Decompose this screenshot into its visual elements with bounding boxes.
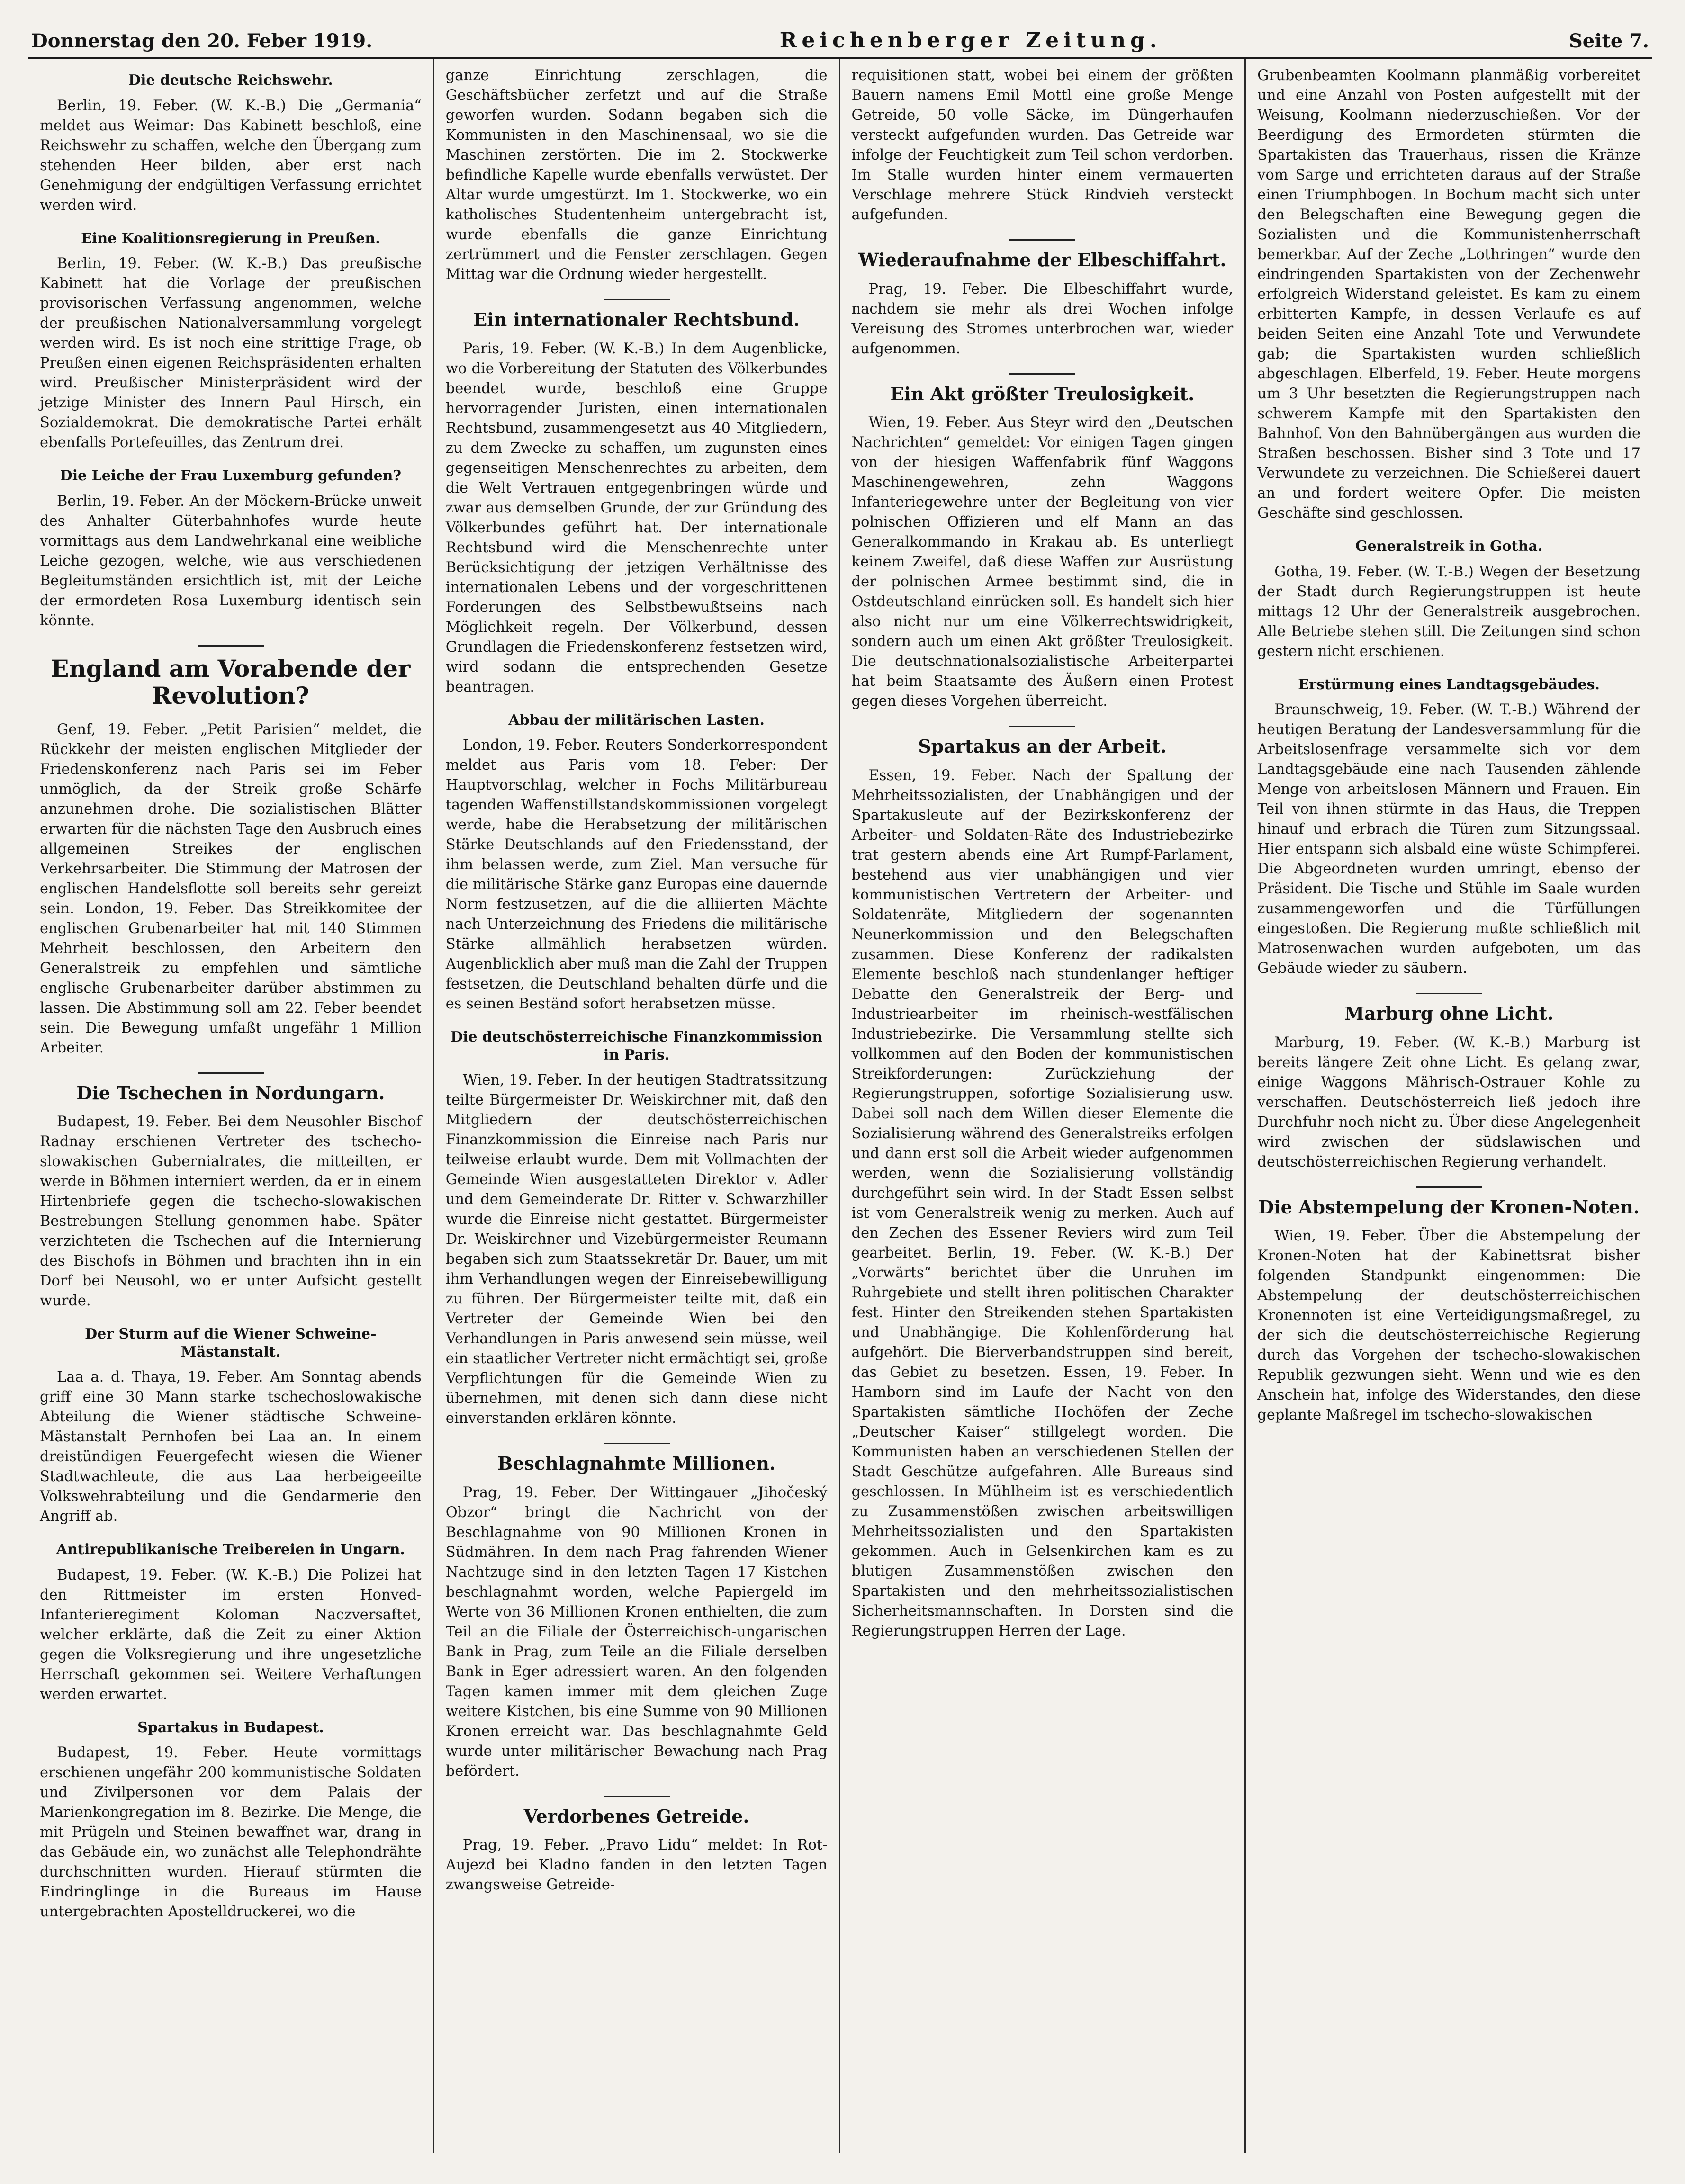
article-headline: Erstürmung eines Landtagsgebäudes. <box>1298 676 1600 693</box>
article-body: Essen, 19. Feber. Nach der Spaltung der Mehrheitssozialisten, der Unabhängigen und der Spartakusleute auf der Bezirkskonferenz der Arbeiter- und Soldaten-Räte des Industriebezirke trat gestern abends eine Art Rumpf-Parlament, bestehend aus vier unabhängigen und vier kommunistischen Vertretern der Arbeiter- und Soldatenräte, Mitgliedern der sogenannten Neunerkommission und den Belegschaften zusammen. Diese Konferenz der radikalsten Elemente beschloß nach stundenlanger heftiger Debatte den Generalstreik der Berg- und Industriearbeiter im rheinisch-westfälischen Industriebezirke. Die Versammlung stellte sich vollkommen auf den Boden der kommunistischen Streikforderungen: Zurückziehung der Regierungstruppen, sofortige Sozialisierung usw. Dabei soll nach dem Willen dieser Elemente die Sozialisierung während des Generalstreiks erfolgen und dann erst soll die Arbeit wieder aufgenommen werden, wenn die Sozialisierung vollständig durchgeführt sein wird. In der Stadt Essen selbst ist vom Generalstreik wenig zu merken. Auch auf den Zechen des Essener Reviers wird zum Teil gearbeitet. Berlin, 19. Feber. (W. K.-B.) Der „Vorwärts“ berichtet über die Unruhen im Ruhrgebiete und stellt ihren politischen Charakter fest. Hinter den Streikenden stehen Spartakisten und Unabhängige. Die Kohlenförderung hat aufgehört. Die Bierverbandstruppen sind bereit, das Gebiet zu besetzen. Essen, 19. Feber. In Hamborn sind im Laufe der Nacht von den Spartakisten sämtliche Hochöfen der Zeche „Deutscher Kaiser“ stillgelegt worden. Die Kommunisten haben an verschiedenen Stellen der Stadt Geschütze aufgefahren. Alle Bureaus sind geschlossen. In Mühlheim ist es verschiedentlich zu Zusammenstößen zwischen arbeitswilligen Mehrheitssozialisten und den Spartakisten gekommen. Auch in Gelsenkirchen kam es zu blutigen Zusammenstößen zwischen den Spartakisten und den mehrheitssozialistischen Sicherheitsmannschaften. In Dorsten sind die Regierungstruppen Herren der Lage. <box>851 767 1234 1639</box>
article-body: Braunschweig, 19. Feber. (W. T.-B.) Während der heutigen Beratung der Landesversammlung für die Arbeitslosenfrage versammelte sich vor dem Landtagsgebäude eine nach Tausenden zählende Menge von arbeitslosen Männern und Frauen. Ein Teil von ihnen stürmte in das Haus, die Treppen hinauf und erbrach die Türen zum Sitzungssaal. Hier entspann sich alsbald eine wüste Schimpferei. Die Abgeordneten wurden umringt, ebenso der Präsident. Die Tische und Stühle im Saale wurden zusammengeworfen und die Türfüllungen eingestoßen. Die Regierung mußte schließlich mit Matrosenwachen wurden aufgeboten, um das Gebäude wieder zu säubern. <box>1257 701 1640 977</box>
article-body: Berlin, 19. Feber. (W. K.-B.) Die „Germania“ meldet aus Weimar: Das Kabinett beschloß, eine Reichswehr zu schaffen, welche den Übergang zum stehenden Heer bilden, aber erst nach Genehmigung der endgültigen Verfassung errichtet werden wird. <box>40 97 422 214</box>
article <box>852 736 1234 1641</box>
article-divider <box>1009 239 1075 241</box>
article-body: Berlin, 19. Feber. (W. K.-B.) Das preußische Kabinett hat die Vorlage der preußischen provisorischen Verfassung angenommen, welche der preußischen Nationalversammlung vorgelegt werden wird. Es ist noch eine strittige Frage, ob Preußen einen eigenen Reichspräsidenten erhalten wird. Preußischer Ministerpräsident wird der jetzige Minister des Innern Paul Hirsch, ein Sozialdemokrat. Die demokratische Partei erhält ebenfalls Portefeuilles, das Zentrum drei. <box>40 255 422 451</box>
column-1 <box>28 59 434 2153</box>
article <box>40 230 422 453</box>
article-divider <box>1416 1186 1482 1188</box>
article-body: Budapest, 19. Feber. Heute vormittags erschienen ungefähr 200 kommunistische Soldaten und Zivilpersonen vor dem Palais der Marienkongregation im 8. Bezirke. Die Menge, die mit Prügeln und Steinen bewaffnet war, drang in das Gebäude ein, wo zunächst alle Telephondrähte durchschnitten wurden. Hierauf stürmten die Eindringlinge in die Bureaus im Hause untergebrachten Apostelldruckerei, wo die <box>40 1744 422 1921</box>
article-headline: Die Abstempelung der Kronen-Noten. <box>1258 1196 1640 1218</box>
article-divider <box>1009 726 1075 727</box>
article-headline: Ein Akt größter Treulosigkeit. <box>890 383 1195 404</box>
article <box>1257 538 1640 662</box>
article-body: Prag, 19. Feber. Der Wittingauer „Jihočeský Obzor“ bringt die Nachricht von der Beschlagnahme von 90 Millionen Kronen in Südmähren. In dem nach Prag fahrenden Wiener Nachtzuge sind in den letzten Tagen 17 Kistchen beschlagnahmt worden, welche Papiergeld im Werte von 36 Millionen Kronen enthielten, die zum Teil an die Filiale der Österreichisch-ungarischen Bank in Prag, zum Teile an die Filiale derselben Bank in Eger adressiert waren. An den folgenden Tagen kamen immer mit dem gleichen Zuge weitere Kistchen, bis eine Summe von 90 Millionen Kronen erreicht war. Das beschlagnahmte Geld wurde unter militärischer Bewachung nach Prag befördert. <box>445 1484 828 1780</box>
article-body: Wien, 19. Feber. In der heutigen Stadtratssitzung teilte Bürgermeister Dr. Weiskirchner mit, daß den Mitgliedern der deutschösterreichischen Finanzkommission die Einreise nach Paris nur teilweise erlaubt wurde. Dem mit Vollmachten der Gemeinde Wien ausgestatteten Direktor v. Adler und dem Gemeinderate Dr. Ritter v. Schwarzhiller wurde die Einreise nicht gestattet. Bürgermeister Dr. Weiskirchner und Vizebürgermeister Reumann begaben sich zum Staatssekretär Dr. Bauer, um mit ihm Verhandlungen wegen der Einreisebewilligung zu führen. Der Bürgermeister teilte mit, daß ein Vertreter der Gemeinde Wien bei den Verhandlungen in Paris anwesend sein müsse, weil ein staatlicher Vertreter nicht ermächtigt sei, große Verpflichtungen für die Gemeinde Wien zu übernehmen, mit denen sich dann diese nicht einverstanden erklären könnte. <box>445 1072 828 1427</box>
article <box>852 383 1234 712</box>
article <box>40 1082 422 1312</box>
article-headline: Wiederaufnahme der Elbeschiffahrt. <box>858 249 1226 270</box>
article-body: Prag, 19. Feber. Die Elbeschiffahrt wurde, nachdem sie mehr als drei Wochen infolge Vereisung des Stromes unterbrochen war, wieder aufgenommen. <box>851 280 1234 357</box>
article-divider <box>198 1072 264 1074</box>
article <box>446 711 828 1015</box>
article-headline: Die deutschösterreichische Finanzkommission in Paris. <box>451 1029 823 1063</box>
article-body: ganze Einrichtung zerschlagen, die Geschäftsbücher zerfetzt und auf die Straße geworfen wurden. Sodann begaben sich die Kommunisten in den Maschinensaal, wo sie die Maschinen zerstörten. Die im 2. Stockwerke befindliche Kapelle wurde ebenfalls verwüstet. Der Altar wurde umgestürzt. Im 1. Stockwerke, wo ein katholisches Studentenheim untergebracht ist, wurde ebenfalls die ganze Einrichtung zertrümmert und die Fenster zerschlagen. Gegen Mittag war die Ordnung wieder hergestellt. <box>445 67 828 283</box>
article-headline: Eine Koalitionsregierung in Preußen. <box>81 230 380 247</box>
article-body: London, 19. Feber. Reuters Sonderkorrespondent meldet aus Paris vom 18. Feber: Der Hauptvorschlag, welcher in Fochs Militärbureau tagenden Waffenstillstandskommissionen vorgelegt werde, habe die Herabsetzung der militärischen Stärke Deutschlands auf den Friedensstand, der ihm belassen werde, zum Ziel. Man versuche für die militärische Stärke ganz Europas eine dauernde Norm festzusetzen, auf die die alliierten Mächte nach Unterzeichnung des Friedens die militärische Stärke allmählich herabsetzen würden. Augenblicklich aber muß man die Zahl der Truppen festsetzen, die Deutschland behalten dürfe und die es seinen Beständ sofort herabsetzen müsse. <box>445 737 828 1013</box>
article <box>40 1719 422 1923</box>
article-body: Budapest, 19. Feber. (W. K.-B.) Die Polizei hat den Rittmeister im ersten Honved-Infanterieregiment Koloman Naczversaftet, welcher erklärte, daß die Zeit zu einer Aktion gegen die Volksregierung und ihre ungesetzliche Herrschaft gekommen sei. Weitere Verhaftungen werden erwartet. <box>40 1566 422 1703</box>
column-2 <box>434 59 840 2153</box>
article-headline: Die Tschechen in Nordungarn. <box>76 1082 385 1104</box>
article-body: Paris, 19. Feber. (W. K.-B.) In dem Augenblicke, wo die Vorbereitung der Statuten des Völkerbundes beendet wurde, beschloß eine Gruppe hervorragender Juristen, einen internationalen Rechtsbund, zusammengesetzt aus 40 Mitgliedern, zu dem Zwecke zu schaffen, um zugunsten eines gegenseitigen Menschenrechtes zu arbeiten, dem die Welt Vertrauen entgegenbringen würde und zwar aus demselben Grunde, der zur Gründung des Völkerbundes geführt hat. Der internationale Rechtsbund wird die Menschenrechte unter Berücksichtigung der jetzigen Verhältnisse des internationalen Lebens und der vorgeschrittenen Forderungen des Selbstbewußtseins nach Möglichkeit regeln. Der Völkerbund, dessen Grundlagen die Friedenskonferenz festsetzen wird, wird sodann die entsprechenden Gesetze beantragen. <box>445 340 828 695</box>
article-headline: Spartakus an der Arbeit. <box>918 736 1167 757</box>
article <box>446 1806 828 1896</box>
article <box>1257 66 1640 523</box>
article <box>40 72 422 216</box>
article-headline: Der Sturm auf die Wiener Schweine-Mästanstalt. <box>85 1326 377 1360</box>
article-headline: England am Vorabende der Revolution? <box>51 654 411 710</box>
article-divider <box>604 1796 670 1797</box>
article-divider <box>1416 993 1482 994</box>
page-header <box>28 28 1652 59</box>
article <box>40 467 422 631</box>
article <box>852 66 1234 225</box>
issue-date: Donnerstag den 20. Feber 1919. <box>31 30 373 52</box>
article-headline: Marburg ohne Licht. <box>1344 1003 1554 1024</box>
article-divider <box>604 1443 670 1444</box>
article <box>1257 1003 1640 1172</box>
article <box>40 655 422 1058</box>
article-divider <box>198 645 264 647</box>
article-body: Berlin, 19. Feber. An der Möckern-Brücke unweit des Anhalter Güterbahnhofes wurde heute vormittags aus dem Landwehrkanal eine weibliche Leiche gezogen, welche, wie aus verschiedenen Begleitumständen ersichtlich ist, mit der Leiche der ermordeten Rosa Luxemburg identisch sein könnte. <box>40 493 422 629</box>
article-body: Budapest, 19. Feber. Bei dem Neusohler Bischof Radnay erschienen Vertreter des tschecho-slowakischen Gubernialrates, die mitteilten, er werde in Böhmen interniert werden, da er in einem Hirtenbriefe gegen die tschecho-slowakischen Bestrebungen Stellung genommen habe. Später verzichteten die Tschechen auf die Internierung des Bischofs in Böhmen und brachten ihn in ein Dorf bei Neusohl, wo er unter Aufsicht gestellt wurde. <box>40 1114 422 1310</box>
article <box>852 249 1234 359</box>
article-body: Genf, 19. Feber. „Petit Parisien“ meldet, die Rückkehr der meisten englischen Mitglieder der Friedenskonferenz nach Paris sei im Feber unmöglich, da der Streik große Schärfe anzunehmen drohe. Die sozialistischen Blätter erwarten für die nächsten Tage den Ausbruch eines allgemeinen Streikes der englischen Verkehrsarbeiter. Die Stimmung der Matrosen der englischen Handelsflotte soll bereits sehr gereizt sein. London, 19. Feber. Das Streikkomitee der englischen Grubenarbeiter hat mit 140 Stimmen Mehrheit beschlossen, den Arbeitern den Generalstreik zu empfehlen und sämtliche englische Grubenarbeiter darüber abstimmen zu lassen. Die Abstimmung soll am 22. Feber beendet sein. Die Bewegung umfaßt ungefähr 1 Million Arbeiter. <box>40 721 422 1056</box>
article <box>1257 676 1640 979</box>
article-body: Grubenbeamten Koolmann planmäßig vorbereitet und eine Anzahl von Posten aufgestellt mit der Weisung, Koolmann niederzuschießen. Vor der Beerdigung des Ermordeten stürmten die Spartakisten das Trauerhaus, rissen die Kränze vom Sarge und errichteten daraus auf der Straße einen Triumphbogen. In Bochum macht sich unter den Belegschaften eine Bewegung gegen die Sozialisten und die Kommunistenherrschaft bemerkbar. Auf der Zeche „Lothringen“ wurde den eindringenden Spartakisten von der Zechenwehr erfolgreich Widerstand geleistet. Es kam zu einem erbitterten Kampfe, in dessen Verlaufe es auf beiden Seiten eine Anzahl Tote und Verwundete gab; die Spartakisten wurden schließlich abgeschlagen. Elberfeld, 19. Feber. Heute morgens um 3 Uhr besetzten die Regierungstruppen nach schwerem Kampfe mit den Spartakisten den Bahnhof. Von den Bahnübergängen aus wurden die Straßen beschossen. Bisher sind 3 Tote und 17 Verwundete zu verzeichnen. Die Schießerei dauert an und fordert weitere Opfer. Die meisten Geschäfte sind geschlossen. <box>1257 67 1640 521</box>
article <box>40 1541 422 1705</box>
article-body: Gotha, 19. Feber. (W. T.-B.) Wegen der Besetzung der Stadt durch Regierungstruppen ist heute mittags 12 Uhr der Generalstreik ausgebrochen. Alle Betriebe stehen still. Die Zeitungen sind schon gestern nicht erschienen. <box>1257 563 1640 660</box>
article-headline: Beschlagnahmte Millionen. <box>497 1453 776 1474</box>
article-headline: Die Leiche der Frau Luxemburg gefunden? <box>60 467 402 484</box>
article-headline: Die deutsche Reichswehr. <box>128 72 333 89</box>
article-headline: Generalstreik in Gotha. <box>1355 538 1543 555</box>
article-headline: Spartakus in Budapest. <box>137 1719 324 1736</box>
article <box>40 1325 422 1527</box>
article-body: Marburg, 19. Feber. (W. K.-B.) Marburg ist bereits längere Zeit ohne Licht. Es gelang zwar, einige Waggons Mährisch-Ostrauer Kohle zu verschaffen. Deutschösterreich ließ jedoch ihre Durchfuhr noch nicht zu. Über diese Angelegenheit wird zwischen der südslawischen und deutschösterreichischen Regierung verhandelt. <box>1257 1034 1640 1170</box>
article <box>1257 1196 1640 1426</box>
article-body: requisitionen statt, wobei bei einem der größten Bauern namens Emil Mottl eine große Menge Getreide, 50 volle Säcke, im Düngerhaufen versteckt aufgefunden wurden. Das Getreide war infolge der Feuchtigkeit zum Teil schon verdorben. Im Stalle wurden hinter einem vermauerten Verschlage mehrere Stück Rindvieh versteckt aufgefunden. <box>851 67 1234 223</box>
article-headline: Ein internationaler Rechtsbund. <box>473 309 800 330</box>
page-number: Seite 7. <box>1568 30 1649 52</box>
article-divider <box>604 299 670 300</box>
article-headline: Abbau der militärischen Lasten. <box>508 711 765 728</box>
article-body: Laa a. d. Thaya, 19. Feber. Am Sonntag abends griff eine 30 Mann starke tschechoslowakische Abteilung die Wiener städtische Schweine-Mästanstalt Pernhofen bei Laa an. In einem dreistündigen Feuergefecht wiesen die Wiener Stadtwachleute, die aus Laa herbeigeeilte Volkswehrabteilung und die Gendarmerie den Angriff ab. <box>40 1369 422 1525</box>
article <box>446 309 828 697</box>
article-headline: Antirepublikanische Treibereien in Ungarn. <box>56 1541 405 1558</box>
article <box>446 1028 828 1429</box>
text-columns <box>28 59 1652 2153</box>
article-headline: Verdorbenes Getreide. <box>523 1805 749 1827</box>
column-4 <box>1246 59 1652 2153</box>
article <box>446 66 828 285</box>
article-divider <box>1009 373 1075 375</box>
article-body: Wien, 19. Feber. Über die Abstempelung der Kronen-Noten hat der Kabinettsrat bisher folgenden Standpunkt eingenommen: Die Abstempelung der deutschösterreichischen Kronennoten ist eine Verteidigungsmaßregel, zu der sich die deutschösterreichische Regierung durch das Vorgehen der tschecho-slowakischen Republik gezwungen sieht. Wenn und wie es den Anschein hat, infolge des Widerstandes, den diese geplante Maßregel im tschecho-slowakischen <box>1257 1228 1640 1424</box>
article <box>446 1453 828 1781</box>
article-body: Wien, 19. Feber. Aus Steyr wird den „Deutschen Nachrichten“ gemeldet: Vor einigen Tagen gingen von der hiesigen Waffenfabrik fünf Waggons Maschinengewehren, zehn Waggons Infanteriegewehre unter der Begleitung von vier polnischen Offizieren und elf Mann an das Generalkommando in Krakau ab. Es unterliegt keinem Zweifel, daß diese Waffen zur Ausrüstung der polnischen Armee bestimmt sind, die in Ostdeutschland einrücken soll. Es handelt sich hier also nicht nur um eine Völkerrechtswidrigkeit, sondern auch um einen Akt größter Treulosigkeit. Die deutschnationalsozialistische Arbeiterpartei hat beim Staatsamte des Äußern einen Protest gegen dieses Vorgehen überreicht. <box>851 414 1234 710</box>
newspaper-name: Reichenberger Zeitung. <box>779 28 1162 53</box>
column-3 <box>840 59 1246 2153</box>
article-body: Prag, 19. Feber. „Pravo Lidu“ meldet: In Rot-Aujezd bei Kladno fanden in den letzten Tagen zwangsweise Getreide- <box>445 1837 828 1894</box>
